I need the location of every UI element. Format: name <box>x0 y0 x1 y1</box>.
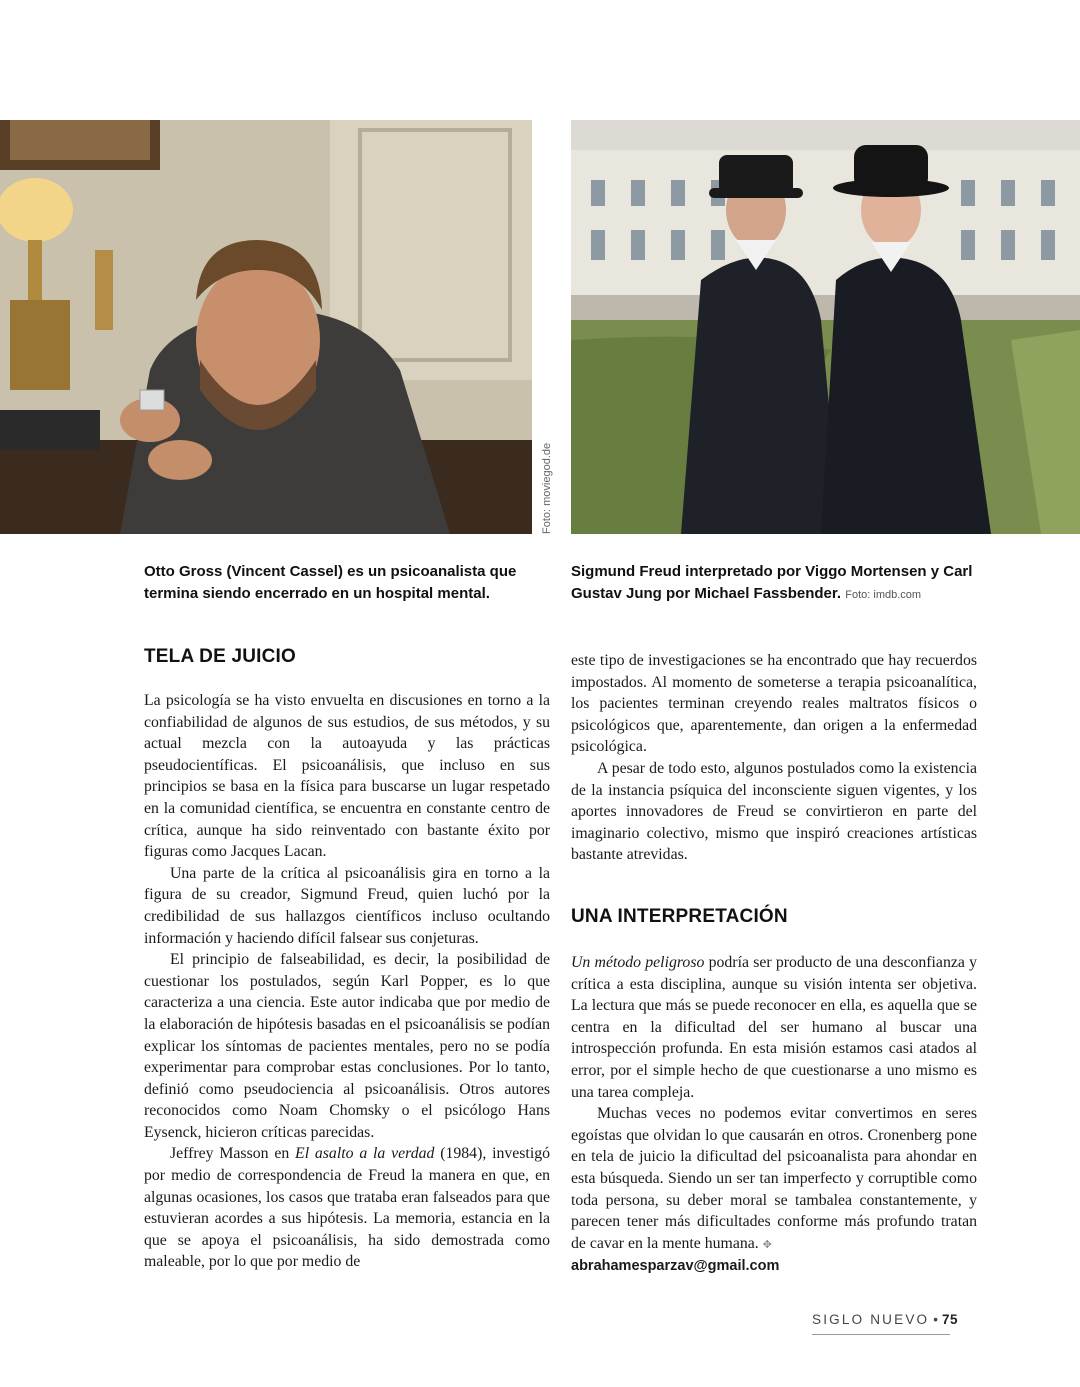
article-column-right-top <box>571 650 977 866</box>
photo-left-credit: Foto: moviegod.de <box>541 442 553 534</box>
paragraph-text: (1984), investigó por medio de correspondencia de Freud la manera en que, en algunas ocasiones, los casos que trataba eran falseados para que estuvieran acordes a sus hipótesis. La memoria, estancia en la que se apoya el psicoanálisis, ha sido demostrada como maleable, por lo que por medio de <box>144 1145 550 1271</box>
magazine-name: SIGLO NUEVO <box>812 1312 930 1327</box>
paragraph: La psicología se ha visto envuelta en discusiones en torno a la confiabilidad de algunos de sus estudios, de sus métodos, y su actual mezcla con la autoayuda y las prácticas pseudocientíficas. El psicoanálisis, que incluso en sus principios se basa en la física para buscarse un lugar respetado en la comunidad científica, se encuentra en constante centro de crítica, aunque ha sido reinventado con bastante éxito por figuras como Jacques Lacan. <box>144 692 550 861</box>
page-footer <box>812 1312 958 1335</box>
paragraph <box>571 1103 977 1256</box>
page-number: 75 <box>941 1312 958 1327</box>
photo-freud-jung <box>571 120 1080 534</box>
photo-freud-jung-illustration <box>571 120 1080 534</box>
caption-right-text: Sigmund Freud interpretado por Viggo Mortensen y Carl Gustav Jung por Michael Fassbender. <box>571 563 973 602</box>
paragraph: Una parte de la crítica al psicoanálisis gira en torno a la figura de su creador, Sigmund Freud, quien luchó por la credibilidad de sus hallazgos científicos incluso ocultando información y haciendo difícil falsear sus conjeturas. <box>144 864 550 947</box>
paragraph-text: Muchas veces no podemos evitar convertimos en seres egoístas que olvidan lo que causarán en otros. Cronenberg pone en tela de juicio la dificultad del psicoanalista para ahondar en esta búsqueda. Siendo un ser tan imperfecto y corruptible como toda persona, su deber moral se tambalea constantemente, y parecen tener más dificultades conforme más profundo tratan de cavar en la mente humana. <box>571 1105 977 1252</box>
photo-otto-gross <box>0 120 532 534</box>
section-title-tela-de-juicio: TELA DE JUICIO <box>144 646 296 667</box>
photo-otto-gross-illustration <box>0 120 532 534</box>
footer-separator: • <box>933 1312 938 1327</box>
paragraph <box>144 1143 550 1273</box>
article-column-left <box>144 690 550 1273</box>
author-email: abrahamesparzav@gmail.com <box>571 1258 780 1275</box>
paragraph-text: Jeffrey Masson en <box>170 1145 296 1163</box>
section-title-una-interpretacion: UNA INTERPRETACIÓN <box>571 906 788 927</box>
caption-right <box>571 561 991 606</box>
book-title: El asalto a la verdad <box>295 1145 435 1163</box>
caption-right-credit: Foto: imdb.com <box>845 589 922 601</box>
film-title: Un método peligroso <box>571 954 705 971</box>
paragraph-text: podría ser producto de una desconfianza y crítica a esta disciplina, aunque su visión intenta ser objetiva. La lectura que más se puede reconocer en ella, es aquella que se centra en la dificultad del ser humano al buscar una introspección profunda. En esta misión estamos casi atados al error, por el simple hecho de que cuestionarse a uno mismo es una tarea compleja. <box>571 954 977 1101</box>
caption-left-text: Otto Gross (Vincent Cassel) es un psicoanalista que termina siendo encerrado en un hospital mental. <box>144 563 517 602</box>
paragraph <box>571 952 977 1103</box>
end-mark-icon: ✥ <box>762 1238 772 1251</box>
paragraph-continuation: este tipo de investigaciones se ha encontrado que hay recuerdos impostados. Al momento de someterse a terapia psicoanalítica, los pacientes terminan creyendo reales maltratos físicos o psicológicos que, aparentemente, dan origen a la enfermedad psicológica. <box>571 652 977 756</box>
article-column-right-bottom <box>571 952 977 1278</box>
caption-left <box>144 561 524 605</box>
paragraph: El principio de falseabilidad, es decir, la posibilidad de cuestionar los postulados, según Karl Popper, es lo que caracteriza a una ciencia. Este autor indicaba que por medio de la elaboración de hipótesis basadas en el psicoanálisis se podían explicar los síntomas de pacientes mentales, pero no se podía experimentar para comprobar estas conclusiones. Por lo tanto, definió como pseudociencia al psicoanálisis. Otros autores reconocidos como Noam Chomsky o el psicólogo Hans Eysenck, hicieron críticas parecidas. <box>144 951 550 1141</box>
paragraph: A pesar de todo esto, algunos postulados como la existencia de la instancia psíquica del inconsciente siguen vigentes, y los aportes innovadores de Freud se convirtieron en parte del imaginario colectivo, mismo que inspiró creaciones artísticas bastante atrevidas. <box>571 759 977 864</box>
